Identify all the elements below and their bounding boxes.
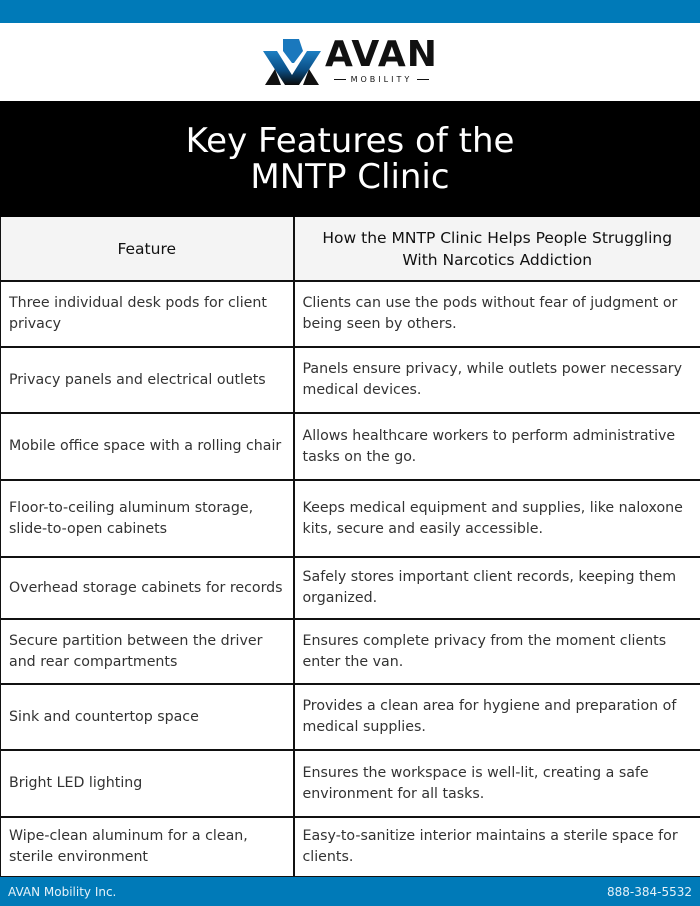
features-table (0, 217, 700, 878)
benefit-cell: Keeps medical equipment and supplies, like naloxone kits, secure and easily accessible. (294, 480, 700, 557)
table-row (1, 557, 700, 619)
feature-cell: Bright LED lighting (1, 750, 294, 817)
feature-cell: Floor-to-ceiling aluminum storage, slide-to-open cabinets (1, 480, 294, 557)
feature-cell: Three individual desk pods for client privacy (1, 281, 294, 347)
brand-tagline (329, 75, 435, 84)
table-header-row (1, 217, 700, 281)
title-line-1: Key Features of the (185, 121, 515, 161)
table-row (1, 750, 700, 817)
feature-cell: Mobile office space with a rolling chair (1, 413, 294, 480)
table-row (1, 480, 700, 557)
column-header-feature: Feature (1, 217, 294, 281)
table-row (1, 817, 700, 877)
footer-company: AVAN Mobility Inc. (8, 884, 117, 899)
feature-cell: Secure partition between the driver and rear compartments (1, 619, 294, 684)
tagline-text: MOBILITY (350, 75, 413, 84)
benefit-cell: Panels ensure privacy, while outlets power necessary medical devices. (294, 347, 700, 413)
logo-header (0, 23, 700, 101)
benefit-cell: Safely stores important client records, keeping them organized. (294, 557, 700, 619)
page-title (0, 101, 700, 217)
benefit-cell: Ensures the workspace is well-lit, creating a safe environment for all tasks. (294, 750, 700, 817)
table-row (1, 684, 700, 750)
feature-cell: Sink and countertop space (1, 684, 294, 750)
footer-phone[interactable]: 888-384-5532 (606, 884, 692, 899)
footer-bar (0, 877, 700, 906)
avan-v-shield-logo-icon (263, 37, 321, 87)
feature-cell: Privacy panels and electrical outlets (1, 347, 294, 413)
benefit-cell: Easy-to-sanitize interior maintains a sterile space for clients. (294, 817, 700, 877)
table-row (1, 413, 700, 480)
title-line-2: MNTP Clinic (250, 157, 450, 197)
table-row (1, 619, 700, 684)
benefit-cell: Clients can use the pods without fear of judgment or being seen by others. (294, 281, 700, 347)
tagline-dash-right (417, 79, 429, 81)
column-header-benefit: How the MNTP Clinic Helps People Struggling With Narcotics Addiction (294, 217, 700, 281)
benefit-cell: Ensures complete privacy from the moment clients enter the van. (294, 619, 700, 684)
brand-name: AVAN (325, 34, 438, 75)
top-accent-bar (0, 0, 700, 23)
tagline-dash-left (334, 79, 346, 81)
feature-cell: Wipe-clean aluminum for a clean, sterile environment (1, 817, 294, 877)
table-row (1, 281, 700, 347)
benefit-cell: Provides a clean area for hygiene and preparation of medical supplies. (294, 684, 700, 750)
table-row (1, 347, 700, 413)
avan-logo (263, 34, 438, 89)
benefit-cell: Allows healthcare workers to perform administrative tasks on the go. (294, 413, 700, 480)
feature-cell: Overhead storage cabinets for records (1, 557, 294, 619)
